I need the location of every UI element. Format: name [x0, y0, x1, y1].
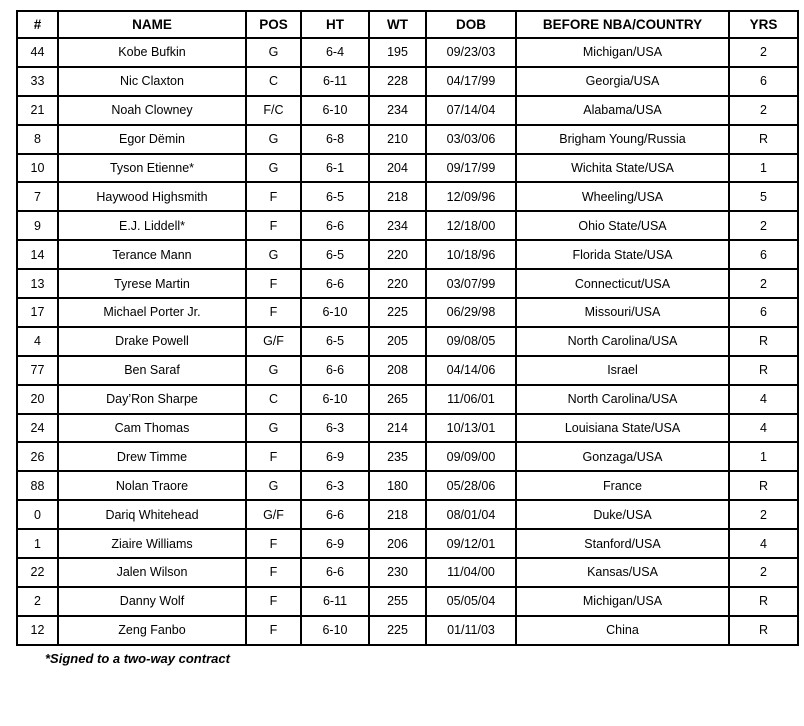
table-row — [17, 269, 798, 298]
cell-yrs: 6 — [729, 67, 798, 96]
table-row — [17, 125, 798, 154]
cell-wt: 218 — [369, 500, 426, 529]
cell-dob: 03/07/99 — [426, 269, 516, 298]
cell-before: Georgia/USA — [516, 67, 729, 96]
cell-dob: 09/09/00 — [426, 442, 516, 471]
cell-wt: 225 — [369, 616, 426, 645]
cell-num: 1 — [17, 529, 58, 558]
table-row — [17, 211, 798, 240]
cell-ht: 6-3 — [301, 471, 369, 500]
cell-ht: 6-9 — [301, 442, 369, 471]
table-row — [17, 182, 798, 211]
cell-before: Louisiana State/USA — [516, 414, 729, 443]
cell-dob: 11/06/01 — [426, 385, 516, 414]
cell-yrs: 5 — [729, 182, 798, 211]
table-row — [17, 240, 798, 269]
cell-name: Tyrese Martin — [58, 269, 246, 298]
cell-dob: 03/03/06 — [426, 125, 516, 154]
two-way-contract-footnote: *Signed to a two-way contract — [45, 650, 230, 666]
cell-num: 8 — [17, 125, 58, 154]
cell-name: Danny Wolf — [58, 587, 246, 616]
column-header-before: BEFORE NBA/COUNTRY — [516, 11, 729, 38]
cell-pos: G — [246, 414, 301, 443]
cell-name: Drake Powell — [58, 327, 246, 356]
cell-pos: G — [246, 125, 301, 154]
table-row — [17, 385, 798, 414]
cell-ht: 6-6 — [301, 500, 369, 529]
cell-ht: 6-8 — [301, 125, 369, 154]
table-row — [17, 414, 798, 443]
cell-wt: 218 — [369, 182, 426, 211]
table-row — [17, 96, 798, 125]
cell-before: Alabama/USA — [516, 96, 729, 125]
cell-name: Dariq Whitehead — [58, 500, 246, 529]
cell-ht: 6-10 — [301, 385, 369, 414]
cell-wt: 255 — [369, 587, 426, 616]
cell-before: North Carolina/USA — [516, 327, 729, 356]
table-row — [17, 529, 798, 558]
cell-pos: F — [246, 442, 301, 471]
cell-before: Wheeling/USA — [516, 182, 729, 211]
cell-pos: F/C — [246, 96, 301, 125]
cell-wt: 214 — [369, 414, 426, 443]
cell-name: Egor Dëmin — [58, 125, 246, 154]
table-row — [17, 356, 798, 385]
cell-before: Wichita State/USA — [516, 154, 729, 183]
cell-ht: 6-6 — [301, 211, 369, 240]
table-row — [17, 38, 798, 67]
cell-pos: G — [246, 240, 301, 269]
cell-dob: 09/12/01 — [426, 529, 516, 558]
cell-wt: 210 — [369, 125, 426, 154]
cell-num: 9 — [17, 211, 58, 240]
table-row — [17, 558, 798, 587]
cell-yrs: 1 — [729, 154, 798, 183]
cell-before: Stanford/USA — [516, 529, 729, 558]
cell-before: France — [516, 471, 729, 500]
cell-ht: 6-1 — [301, 154, 369, 183]
cell-before: China — [516, 616, 729, 645]
cell-name: Zeng Fanbo — [58, 616, 246, 645]
cell-num: 12 — [17, 616, 58, 645]
cell-yrs: 2 — [729, 500, 798, 529]
column-header-name: NAME — [58, 11, 246, 38]
cell-dob: 01/11/03 — [426, 616, 516, 645]
cell-num: 88 — [17, 471, 58, 500]
cell-pos: C — [246, 67, 301, 96]
cell-dob: 04/14/06 — [426, 356, 516, 385]
column-header-yrs: YRS — [729, 11, 798, 38]
cell-yrs: 2 — [729, 269, 798, 298]
cell-dob: 05/05/04 — [426, 587, 516, 616]
cell-num: 24 — [17, 414, 58, 443]
cell-yrs: 6 — [729, 240, 798, 269]
cell-dob: 12/18/00 — [426, 211, 516, 240]
cell-name: Michael Porter Jr. — [58, 298, 246, 327]
cell-wt: 228 — [369, 67, 426, 96]
cell-name: Cam Thomas — [58, 414, 246, 443]
cell-name: Jalen Wilson — [58, 558, 246, 587]
cell-wt: 265 — [369, 385, 426, 414]
cell-wt: 206 — [369, 529, 426, 558]
cell-pos: F — [246, 529, 301, 558]
roster-table — [16, 10, 799, 646]
cell-pos: G/F — [246, 500, 301, 529]
cell-num: 21 — [17, 96, 58, 125]
cell-wt: 205 — [369, 327, 426, 356]
cell-dob: 08/01/04 — [426, 500, 516, 529]
cell-wt: 220 — [369, 269, 426, 298]
cell-before: Israel — [516, 356, 729, 385]
cell-wt: 235 — [369, 442, 426, 471]
cell-dob: 10/13/01 — [426, 414, 516, 443]
cell-before: Ohio State/USA — [516, 211, 729, 240]
cell-dob: 04/17/99 — [426, 67, 516, 96]
cell-before: Kansas/USA — [516, 558, 729, 587]
cell-dob: 06/29/98 — [426, 298, 516, 327]
cell-ht: 6-6 — [301, 269, 369, 298]
cell-wt: 204 — [369, 154, 426, 183]
cell-wt: 234 — [369, 96, 426, 125]
cell-yrs: 6 — [729, 298, 798, 327]
cell-num: 20 — [17, 385, 58, 414]
cell-wt: 195 — [369, 38, 426, 67]
cell-name: Tyson Etienne* — [58, 154, 246, 183]
cell-num: 2 — [17, 587, 58, 616]
cell-name: Noah Clowney — [58, 96, 246, 125]
cell-before: Connecticut/USA — [516, 269, 729, 298]
cell-yrs: R — [729, 327, 798, 356]
cell-yrs: 4 — [729, 529, 798, 558]
cell-ht: 6-11 — [301, 67, 369, 96]
cell-wt: 234 — [369, 211, 426, 240]
cell-num: 44 — [17, 38, 58, 67]
cell-num: 14 — [17, 240, 58, 269]
cell-yrs: R — [729, 125, 798, 154]
cell-ht: 6-11 — [301, 587, 369, 616]
cell-num: 22 — [17, 558, 58, 587]
cell-ht: 6-5 — [301, 327, 369, 356]
cell-name: Haywood Highsmith — [58, 182, 246, 211]
column-header-num: # — [17, 11, 58, 38]
cell-ht: 6-6 — [301, 558, 369, 587]
column-header-dob: DOB — [426, 11, 516, 38]
cell-before: North Carolina/USA — [516, 385, 729, 414]
cell-num: 7 — [17, 182, 58, 211]
cell-name: Day’Ron Sharpe — [58, 385, 246, 414]
cell-wt: 230 — [369, 558, 426, 587]
cell-wt: 220 — [369, 240, 426, 269]
cell-before: Florida State/USA — [516, 240, 729, 269]
cell-yrs: R — [729, 616, 798, 645]
cell-yrs: 1 — [729, 442, 798, 471]
cell-pos: G — [246, 356, 301, 385]
cell-ht: 6-5 — [301, 240, 369, 269]
cell-yrs: 2 — [729, 38, 798, 67]
cell-name: Nolan Traore — [58, 471, 246, 500]
cell-num: 13 — [17, 269, 58, 298]
cell-pos: F — [246, 587, 301, 616]
cell-pos: F — [246, 616, 301, 645]
cell-pos: G/F — [246, 327, 301, 356]
cell-yrs: 2 — [729, 96, 798, 125]
cell-name: Ziaire Williams — [58, 529, 246, 558]
cell-ht: 6-10 — [301, 616, 369, 645]
cell-pos: F — [246, 298, 301, 327]
roster-body — [17, 38, 798, 645]
table-row — [17, 298, 798, 327]
cell-num: 77 — [17, 356, 58, 385]
cell-pos: F — [246, 211, 301, 240]
table-row — [17, 616, 798, 645]
table-row — [17, 471, 798, 500]
cell-wt: 180 — [369, 471, 426, 500]
cell-ht: 6-4 — [301, 38, 369, 67]
column-header-wt: WT — [369, 11, 426, 38]
cell-name: Terance Mann — [58, 240, 246, 269]
cell-name: Drew Timme — [58, 442, 246, 471]
cell-pos: F — [246, 269, 301, 298]
cell-yrs: R — [729, 356, 798, 385]
cell-dob: 07/14/04 — [426, 96, 516, 125]
cell-name: E.J. Liddell* — [58, 211, 246, 240]
cell-ht: 6-10 — [301, 96, 369, 125]
cell-dob: 05/28/06 — [426, 471, 516, 500]
cell-pos: G — [246, 154, 301, 183]
cell-num: 17 — [17, 298, 58, 327]
cell-num: 26 — [17, 442, 58, 471]
cell-num: 4 — [17, 327, 58, 356]
cell-pos: F — [246, 558, 301, 587]
cell-name: Ben Saraf — [58, 356, 246, 385]
cell-yrs: 4 — [729, 385, 798, 414]
cell-dob: 11/04/00 — [426, 558, 516, 587]
table-row — [17, 67, 798, 96]
cell-dob: 09/17/99 — [426, 154, 516, 183]
table-row — [17, 587, 798, 616]
cell-ht: 6-9 — [301, 529, 369, 558]
cell-ht: 6-10 — [301, 298, 369, 327]
cell-num: 10 — [17, 154, 58, 183]
cell-yrs: 4 — [729, 414, 798, 443]
cell-pos: G — [246, 471, 301, 500]
cell-dob: 12/09/96 — [426, 182, 516, 211]
header-row — [17, 11, 798, 38]
cell-pos: G — [246, 38, 301, 67]
table-row — [17, 500, 798, 529]
cell-ht: 6-3 — [301, 414, 369, 443]
cell-dob: 09/08/05 — [426, 327, 516, 356]
table-row — [17, 327, 798, 356]
cell-pos: F — [246, 182, 301, 211]
cell-dob: 09/23/03 — [426, 38, 516, 67]
cell-yrs: 2 — [729, 558, 798, 587]
cell-ht: 6-6 — [301, 356, 369, 385]
cell-before: Duke/USA — [516, 500, 729, 529]
cell-before: Missouri/USA — [516, 298, 729, 327]
cell-num: 0 — [17, 500, 58, 529]
table-row — [17, 154, 798, 183]
column-header-pos: POS — [246, 11, 301, 38]
cell-before: Michigan/USA — [516, 587, 729, 616]
cell-wt: 208 — [369, 356, 426, 385]
cell-before: Brigham Young/Russia — [516, 125, 729, 154]
cell-ht: 6-5 — [301, 182, 369, 211]
column-header-ht: HT — [301, 11, 369, 38]
cell-wt: 225 — [369, 298, 426, 327]
cell-yrs: R — [729, 587, 798, 616]
cell-dob: 10/18/96 — [426, 240, 516, 269]
cell-name: Nic Claxton — [58, 67, 246, 96]
cell-before: Michigan/USA — [516, 38, 729, 67]
cell-yrs: R — [729, 471, 798, 500]
cell-before: Gonzaga/USA — [516, 442, 729, 471]
table-row — [17, 442, 798, 471]
cell-num: 33 — [17, 67, 58, 96]
cell-pos: C — [246, 385, 301, 414]
cell-name: Kobe Bufkin — [58, 38, 246, 67]
cell-yrs: 2 — [729, 211, 798, 240]
